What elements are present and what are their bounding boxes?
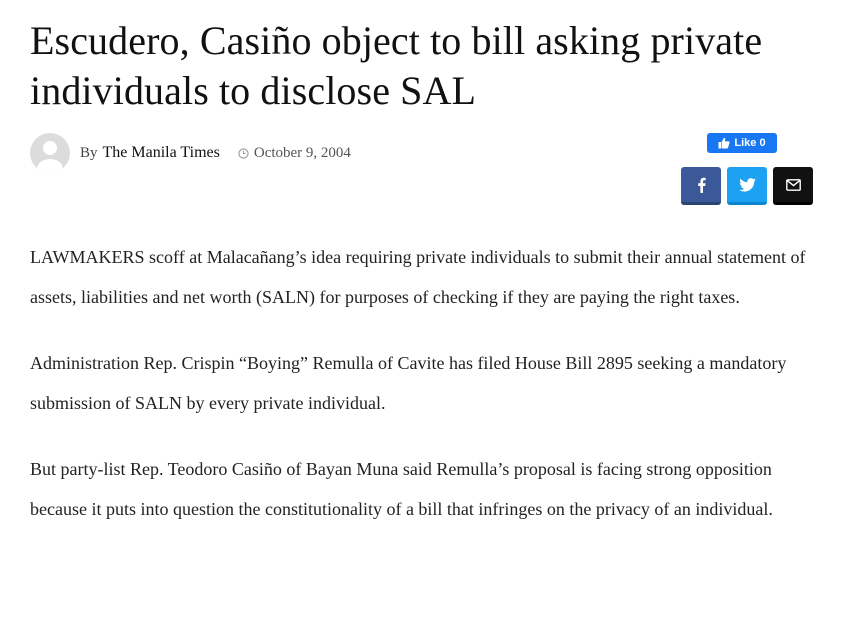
facebook-icon <box>697 177 706 193</box>
avatar-icon <box>30 133 70 173</box>
facebook-like-button[interactable] <box>707 133 777 153</box>
thumbs-up-icon <box>718 137 730 149</box>
article-body <box>30 237 830 555</box>
share-facebook-button[interactable] <box>681 167 721 205</box>
article-paragraph: LAWMAKERS scoff at Malacañang’s idea requiring private individuals to submit their annual statement of assets, liabilities and net worth (SALN) for purposes of checking if they are paying the right taxes. <box>30 247 806 307</box>
mail-icon <box>786 179 801 191</box>
article-meta <box>30 132 351 174</box>
article-title: Escudero, Casiño object to bill asking private individuals to disclose SAL <box>30 18 763 113</box>
by-label: By <box>80 144 98 161</box>
article-date <box>238 145 351 162</box>
article-paragraph: Administration Rep. Crispin “Boying” Remulla of Cavite has filed House Bill 2895 seeking a mandatory submission of SALN by every private individual. <box>30 353 787 413</box>
twitter-icon <box>739 178 756 192</box>
author-link[interactable]: The Manila Times <box>102 144 220 161</box>
share-twitter-button[interactable] <box>727 167 767 205</box>
article-paragraph: But party-list Rep. Teodoro Casiño of Bayan Muna said Remulla’s proposal is facing strong opposition because it puts into question the constitutionality of a bill that infringes on the privacy of an individual. <box>30 459 773 519</box>
clock-icon <box>238 148 249 159</box>
author-avatar[interactable] <box>30 133 70 173</box>
share-email-button[interactable] <box>773 167 813 205</box>
like-label: Like 0 <box>734 137 766 149</box>
date-text: October 9, 2004 <box>253 144 351 161</box>
